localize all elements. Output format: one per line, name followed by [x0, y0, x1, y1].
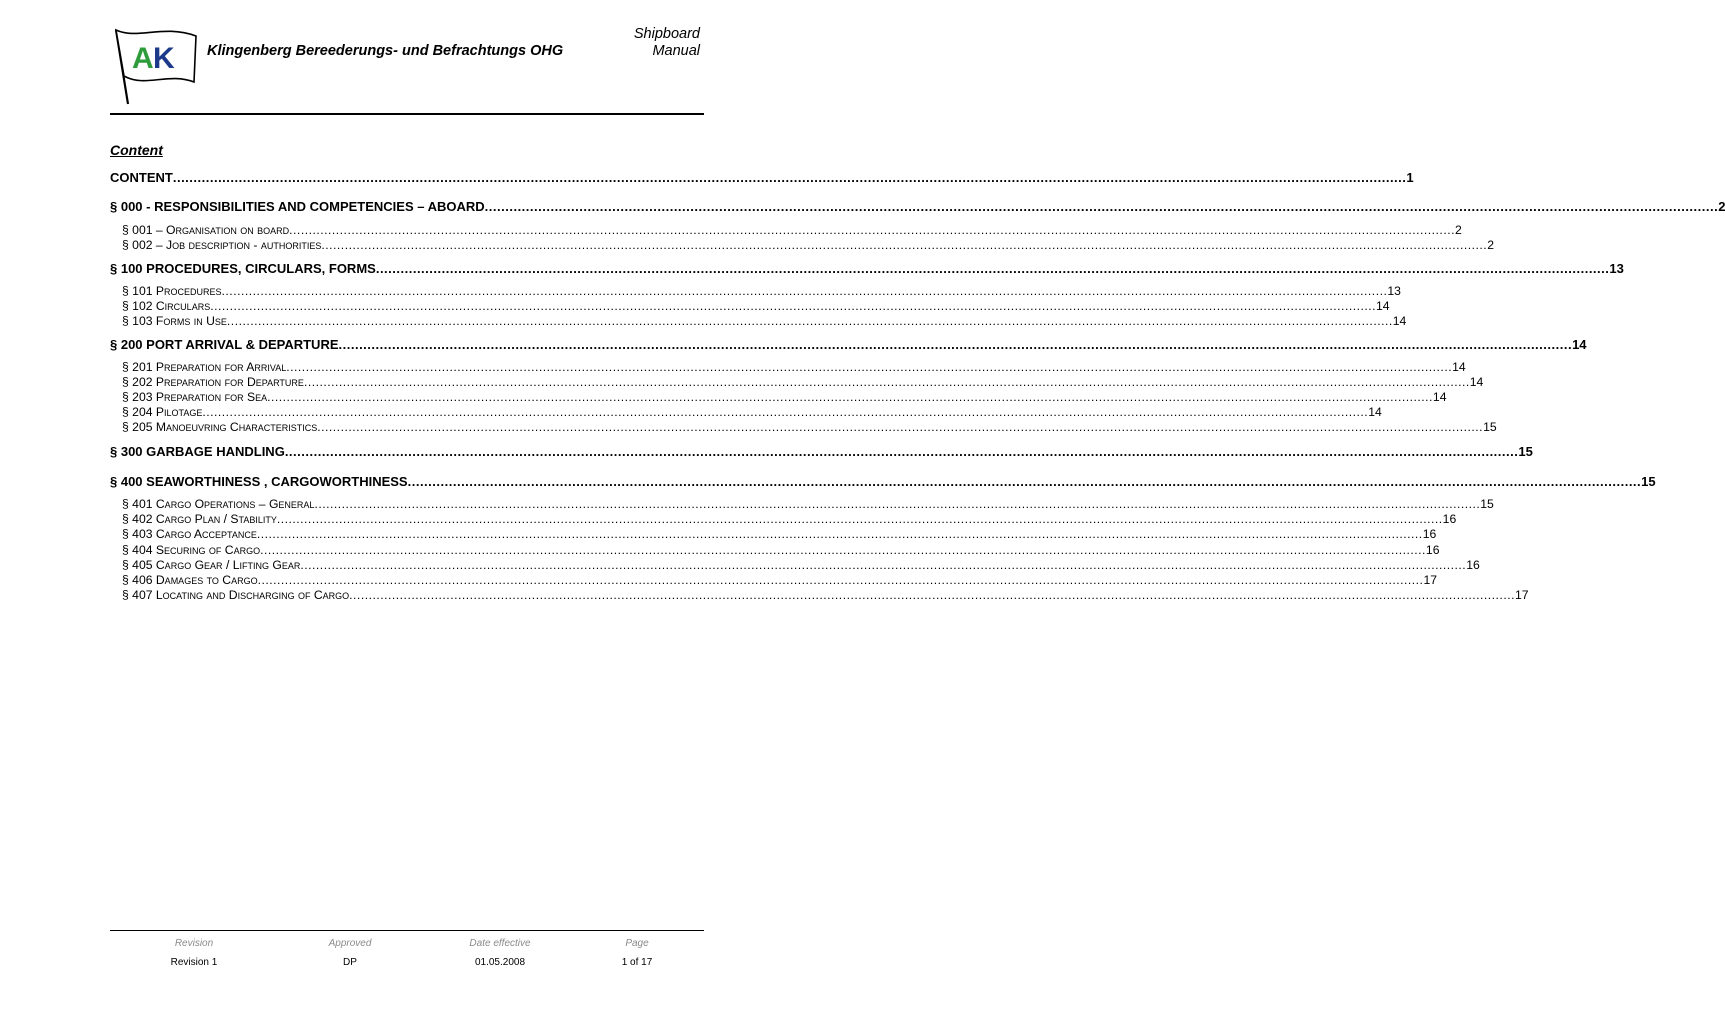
- toc-entry[interactable]: [122, 497, 1494, 512]
- toc-dot-leader: ............................................................................................................................................................................................................................................................................................................: [202, 405, 1369, 419]
- toc-entry-page: 1: [1406, 170, 1414, 185]
- toc-entry[interactable]: [122, 360, 1466, 375]
- toc-entry-page: 16: [1422, 527, 1437, 541]
- toc-entry[interactable]: [122, 405, 1382, 420]
- toc-entry-page: 13: [1387, 284, 1401, 298]
- toc-entry-title: § 406 Damages to Cargo: [122, 573, 258, 587]
- toc-entry-title: § 401 Cargo Operations – General: [122, 497, 315, 511]
- toc-entry-page: 2: [1718, 199, 1725, 214]
- toc-entry-title: § 404 Securing of Cargo: [122, 543, 261, 557]
- toc-entry[interactable]: [122, 573, 1437, 588]
- toc-dot-leader: ............................................................................................................................................................................................................................................................................................................: [257, 573, 1424, 587]
- toc-entry[interactable]: [110, 444, 1533, 461]
- toc-entry-title: § 203 Preparation for Sea: [122, 390, 268, 404]
- toc-dot-leader: ............................................................................................................................................................................................................................................................................................................: [484, 199, 1719, 214]
- company-name: Klingenberg Bereederungs- und Befrachtungs OHG: [207, 43, 564, 59]
- toc-entry-page: 16: [1466, 558, 1480, 572]
- toc-entry-page: 14: [1432, 390, 1447, 404]
- toc-entry[interactable]: [122, 588, 1529, 603]
- toc-entry-page: 2: [1487, 238, 1494, 252]
- toc-entry[interactable]: [122, 299, 1390, 314]
- toc-dot-leader: ............................................................................................................................................................................................................................................................................................................: [338, 337, 1573, 352]
- toc-entry-title: § 100 PROCEDURES, CIRCULARS, FORMS: [110, 261, 376, 276]
- footer-label-revision: Revision: [174, 938, 214, 949]
- toc-entry-title: § 300 GARBAGE HANDLING: [110, 444, 285, 459]
- toc-dot-leader: ............................................................................................................................................................................................................................................................................................................: [267, 390, 1433, 404]
- footer-label-page: Page: [625, 938, 649, 949]
- toc-entry[interactable]: [110, 261, 1624, 278]
- toc-entry-title: § 407 Locating and Discharging of Cargo: [122, 588, 350, 602]
- toc-entry[interactable]: [122, 512, 1457, 527]
- toc-entry-title: § 103 Forms in Use: [122, 314, 227, 328]
- toc-entry[interactable]: [122, 284, 1401, 299]
- toc-entry-page: 14: [1392, 314, 1407, 328]
- toc-entry[interactable]: [110, 474, 1656, 491]
- toc-entry-title: § 205 Manoeuvring Characteristics: [122, 420, 318, 434]
- toc-entry-title: § 400 SEAWORTHINESS , CARGOWORTHINESS: [110, 474, 408, 489]
- toc-entry[interactable]: [122, 238, 1494, 253]
- footer-value-date-effective: 01.05.2008: [474, 957, 526, 968]
- toc-dot-leader: ............................................................................................................................................................................................................................................................................................................: [303, 375, 1470, 389]
- toc-dot-leader: ............................................................................................................................................................................................................................................................................................................: [407, 474, 1642, 489]
- toc-dot-leader: ............................................................................................................................................................................................................................................................................................................: [172, 170, 1407, 185]
- toc-entry-page: 15: [1483, 420, 1497, 434]
- toc-entry-page: 14: [1368, 405, 1382, 419]
- toc-dot-leader: ............................................................................................................................................................................................................................................................................................................: [300, 558, 1467, 572]
- toc-dot-leader: ............................................................................................................................................................................................................................................................................................................: [284, 444, 1519, 459]
- toc-entry-title: § 204 Pilotage: [122, 405, 203, 419]
- footer-value-page: 1 of 17: [621, 957, 653, 968]
- toc-dot-leader: ............................................................................................................................................................................................................................................................................................................: [256, 527, 1423, 541]
- logo-letter-a: A: [132, 42, 154, 75]
- toc-entry-title: § 001 – Organisation on board: [122, 223, 290, 237]
- toc-dot-leader: ............................................................................................................................................................................................................................................................................................................: [321, 238, 1488, 252]
- toc-dot-leader: ............................................................................................................................................................................................................................................................................................................: [317, 420, 1484, 434]
- toc-entry-page: 14: [1376, 299, 1390, 313]
- toc-entry[interactable]: [122, 543, 1440, 558]
- toc-entry-page: 16: [1425, 543, 1440, 557]
- toc-entry-page: 15: [1518, 444, 1533, 459]
- toc-entry-page: 14: [1572, 337, 1587, 352]
- toc-entry[interactable]: [122, 375, 1484, 390]
- toc-entry[interactable]: [122, 223, 1462, 238]
- footer-value-revision: Revision 1: [170, 957, 218, 968]
- toc-dot-leader: ............................................................................................................................................................................................................................................................................................................: [375, 261, 1610, 276]
- toc-entry[interactable]: [122, 314, 1407, 329]
- footer-divider: [110, 930, 704, 931]
- toc-entry-title: § 402 Cargo Plan / Stability: [122, 512, 277, 526]
- toc-entry-title: § 002 – Job description - authorities: [122, 238, 322, 252]
- toc-dot-leader: ............................................................................................................................................................................................................................................................................................................: [286, 360, 1453, 374]
- toc-entry-page: 16: [1442, 512, 1457, 526]
- toc-entry[interactable]: [122, 558, 1480, 573]
- toc-dot-leader: ............................................................................................................................................................................................................................................................................................................: [260, 543, 1426, 557]
- toc-entry-page: 14: [1452, 360, 1466, 374]
- toc-entry-title: § 405 Cargo Gear / Lifting Gear: [122, 558, 301, 572]
- toc-dot-leader: ............................................................................................................................................................................................................................................................................................................: [289, 223, 1455, 237]
- toc-dot-leader: ............................................................................................................................................................................................................................................................................................................: [210, 299, 1377, 313]
- toc-dot-leader: ............................................................................................................................................................................................................................................................................................................: [221, 284, 1388, 298]
- footer-label-approved: Approved: [328, 938, 372, 949]
- toc-entry-page: 15: [1641, 474, 1656, 489]
- toc-entry-page: 17: [1423, 573, 1437, 587]
- toc-entry-page: 2: [1454, 223, 1462, 237]
- footer-label-date-effective: Date effective: [469, 938, 531, 949]
- toc-entry-title: § 403 Cargo Acceptance: [122, 527, 257, 541]
- toc-entry-page: 14: [1469, 375, 1484, 389]
- toc-dot-leader: ............................................................................................................................................................................................................................................................................................................: [276, 512, 1443, 526]
- toc-entry[interactable]: [122, 390, 1447, 405]
- document-type-line2: Manual: [652, 43, 700, 59]
- toc-entry[interactable]: [110, 170, 1414, 187]
- toc-dot-leader: ............................................................................................................................................................................................................................................................................................................: [226, 314, 1393, 328]
- toc-dot-leader: ............................................................................................................................................................................................................................................................................................................: [314, 497, 1481, 511]
- toc-entry-title: § 101 Procedures: [122, 284, 222, 298]
- toc-entry[interactable]: [122, 420, 1497, 435]
- document-type-line1: Shipboard: [633, 26, 700, 42]
- toc-entry-title: CONTENT: [110, 170, 173, 185]
- toc-entry-title: § 200 PORT ARRIVAL & DEPARTURE: [110, 337, 339, 352]
- toc-entry-title: § 102 Circulars: [122, 299, 211, 313]
- toc-entry[interactable]: [110, 199, 1725, 216]
- logo-letter-k: K: [153, 42, 175, 75]
- footer-value-approved: DP: [343, 957, 357, 968]
- toc-entry-title: § 202 Preparation for Departure: [122, 375, 304, 389]
- toc-entry-title: § 201 Preparation for Arrival: [122, 360, 287, 374]
- content-heading: Content: [110, 142, 163, 158]
- toc-entry-title: § 000 - RESPONSIBILITIES AND COMPETENCIES – ABOARD: [110, 199, 485, 214]
- toc-entry[interactable]: [122, 527, 1437, 542]
- toc-entry[interactable]: [110, 337, 1587, 354]
- toc-entry-page: 17: [1514, 588, 1529, 602]
- toc-entry-page: 15: [1480, 497, 1494, 511]
- toc-entry-page: 13: [1609, 261, 1624, 276]
- toc-dot-leader: ............................................................................................................................................................................................................................................................................................................: [349, 588, 1515, 602]
